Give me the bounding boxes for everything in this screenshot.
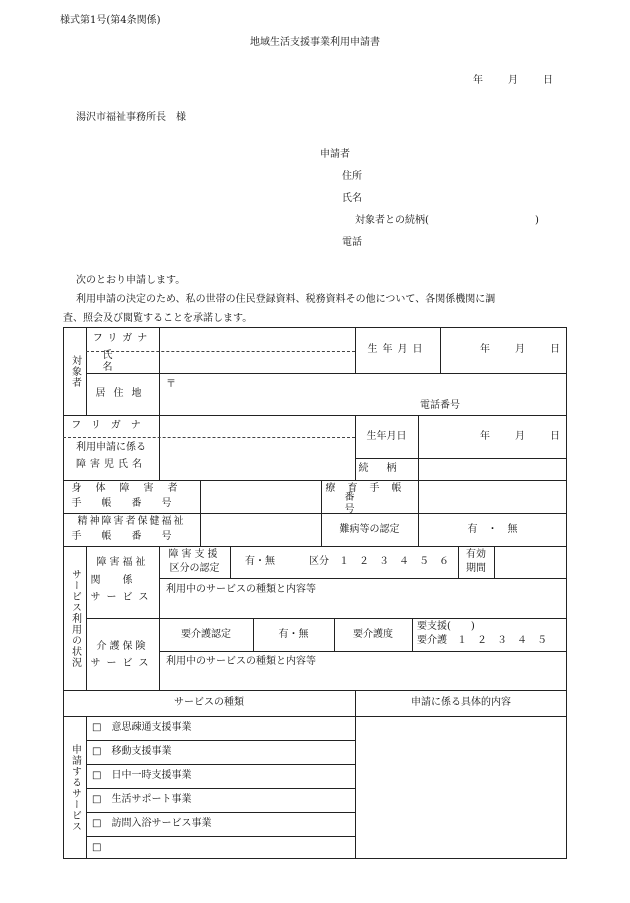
form-title: 地域生活支援事業利用申請書: [250, 37, 380, 48]
addressee: 湯沢市福祉事務所長 様: [76, 112, 186, 123]
applicant-label: 申請者: [320, 149, 350, 160]
yokaigo-do-label: 要介護度: [353, 628, 393, 640]
child-dob-label: 生年月日: [366, 430, 407, 442]
yuko-label-1: 有効: [466, 549, 486, 560]
dob-label: 生年月日: [367, 344, 428, 355]
yuko-label-2: 期間: [466, 563, 486, 574]
service-status-label: サービス利用の状況: [69, 568, 81, 668]
ryoiku-label-2: 番号: [344, 492, 395, 515]
postal-mark: 〒: [166, 379, 176, 390]
child-dob-year: 年: [480, 431, 490, 442]
mh-label-2: 手帳番号: [71, 531, 192, 542]
yoshien-value: 要支援( ): [417, 621, 475, 632]
relation-suffix: ): [535, 215, 539, 226]
kaigo-label-1: 介護保険: [96, 641, 149, 652]
pd-label-2: 手帳番号: [71, 498, 192, 509]
applicant-address-label: 住所: [342, 171, 362, 182]
shien-label-2: 区分の認定: [169, 563, 220, 574]
child-furigana-label: フリガナ: [71, 420, 151, 431]
name-label: 氏名: [102, 350, 143, 373]
welfare-label-1: 障害福祉: [96, 557, 149, 568]
relation-prefix: 対象者との続柄(: [355, 215, 429, 226]
in-use-kaigo: 利用中のサービスの種類と内容等: [166, 656, 316, 667]
service-type-header: サービスの種類: [174, 697, 244, 708]
intro-line-1: 次のとおり申請します。: [76, 275, 186, 286]
intro-line-2: 利用申請の決定のため、私の世帯の住民登録資料、税務資料その他について、各関係機関に調: [76, 294, 496, 305]
target-group-label: 対象者: [69, 354, 81, 388]
welfare-label-2: 関係: [90, 575, 155, 586]
dob-month: 月: [515, 344, 525, 355]
furigana-label: フリガナ: [92, 333, 153, 344]
yokaigo-nintei-label: 要介護認定: [181, 628, 231, 640]
date-month: 月: [508, 75, 518, 86]
yokaigo-umu: 有・無: [278, 628, 309, 640]
service-option-nicchu[interactable]: □ 日中一時支援事業: [92, 770, 192, 781]
welfare-label-3: サービス: [90, 592, 155, 603]
apply-service-label: 申請するサービス: [69, 743, 81, 832]
service-option-seikatsu[interactable]: □ 生活サポート事業: [92, 794, 192, 805]
address-label: 居住地: [95, 388, 150, 399]
service-option-homon[interactable]: □ 訪問入浴サービス事業: [92, 818, 212, 829]
service-option-ido[interactable]: □ 移動支援事業: [92, 746, 172, 757]
child-name-label-1: 利用申請に係る: [76, 442, 146, 453]
date-year: 年: [473, 75, 483, 86]
dob-day: 日: [550, 344, 560, 355]
relation-label: 続柄: [358, 463, 415, 474]
date-day: 日: [543, 75, 553, 86]
mh-label-1: 精神障害者保健福祉: [77, 516, 186, 527]
shien-label-1: 障害支援: [168, 549, 221, 560]
yokaigo-scale: 要介護 １ ２ ３ ４ ５: [417, 635, 547, 646]
detail-header: 申請に係る具体的内容: [411, 697, 511, 708]
in-use-welfare: 利用中のサービスの種類と内容等: [166, 584, 316, 595]
applicant-name-label: 氏名: [342, 193, 362, 204]
service-option-ishisotsu[interactable]: □ 意思疎通支援事業: [92, 722, 192, 733]
child-name-label-2: 障害児氏名: [76, 459, 146, 470]
kubun-scale: 区分 １ ２ ３ ４ ５ ６: [309, 556, 449, 567]
ryoiku-label-1: 療育手帳: [325, 483, 414, 494]
phone-no-label: 電話番号: [420, 400, 460, 411]
shien-umu: 有・無: [245, 556, 275, 567]
service-option-other[interactable]: □: [92, 841, 102, 853]
applicant-phone-label: 電話: [342, 237, 362, 248]
nanbyo-label: 難病等の認定: [339, 523, 400, 535]
dob-year: 年: [480, 344, 490, 355]
intro-line-3: 査、照会及び閲覧することを承諾します。: [63, 313, 253, 324]
nanbyo-value: 有 ・ 無: [467, 523, 518, 535]
child-dob-month: 月: [515, 431, 525, 442]
pd-label-1: 身体障害者: [71, 483, 192, 494]
form-number: 様式第1号(第4条関係): [60, 15, 161, 26]
kaigo-label-2: サービス: [90, 658, 155, 669]
child-dob-day: 日: [550, 431, 560, 442]
